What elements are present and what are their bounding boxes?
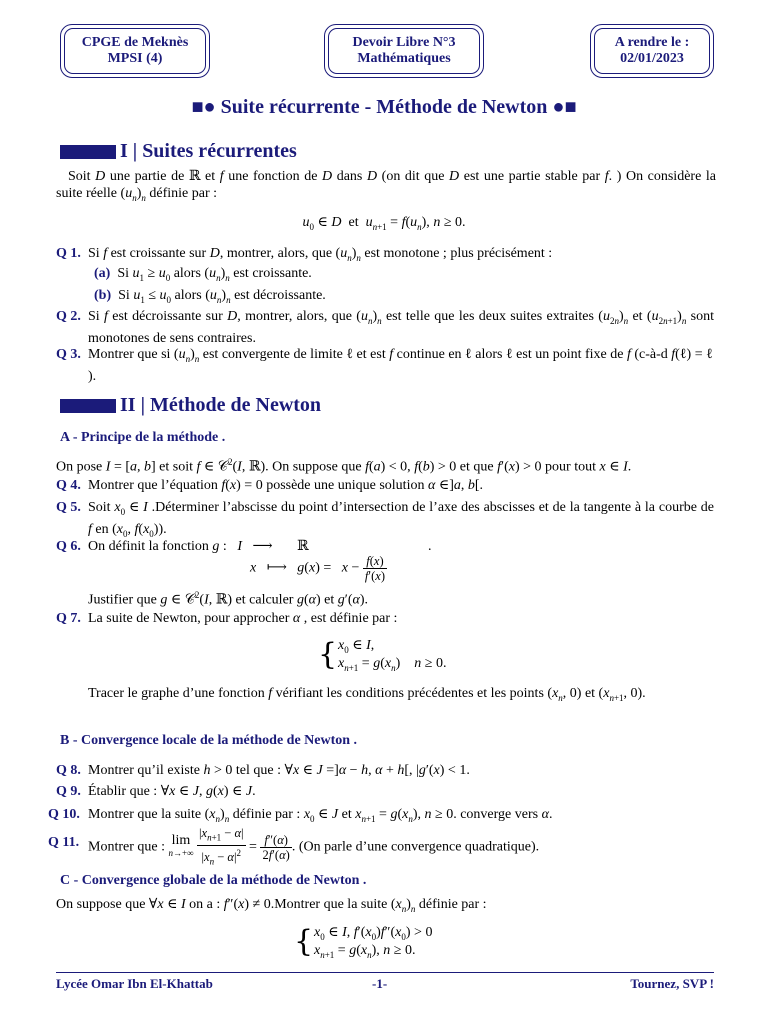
- question-subitem: (b) Si $u_1 \le u_0$ alors $(u_n)_n$ est décroissante.: [94, 288, 326, 305]
- question-label: Q 8.: [56, 763, 81, 778]
- header-box-left: [60, 24, 210, 78]
- question-label: Q 7.: [56, 611, 81, 626]
- question-text: Montrer que si $(u_n)_n$ est convergente de limite ℓ et est f continue en ℓ alors ℓ est un point fixe de f (c-à-d f(ℓ) = ℓ ).: [88, 347, 713, 384]
- question-text: Si f est décroissante sur D, montrer, alors, que $(u_n)_n$ est telle que les deux suites extraites $(u_{2n})_n$ et $(u_{2n+1})_n$ sont monotones de sens contraires.: [88, 309, 714, 346]
- question-text: Montrer que : lim n→+∞ $\frac{|x_{n+1} - \alpha|}{|x_n - \alpha|^2}$ = $\frac{f''(\alpha)}{2f'(\alpha)}$ . (On parle d’une convergence quadratique).: [88, 826, 540, 867]
- question-label: Q 1.: [56, 246, 81, 261]
- question-label: Q 9.: [56, 784, 81, 799]
- question-label: Q 2.: [56, 309, 81, 324]
- question-text-cont: Tracer le graphe d’une fonction f vérifiant les conditions précédentes et les points ($x_n$, 0) et ($x_{n+1}$, 0).: [88, 686, 646, 703]
- header-box-center: [324, 24, 484, 78]
- system-line: $x_{n+1} = g(x_n)$ n ≥ 0.: [338, 656, 447, 673]
- question-label: Q 10.: [48, 807, 80, 822]
- question-label: Q 11.: [48, 835, 80, 850]
- subject-name: Mathématiques: [357, 51, 451, 66]
- header-box-right: [590, 24, 714, 78]
- page-title: ■● Suite récurrente - Méthode de Newton ●■: [191, 96, 577, 118]
- footer-turn-over: Tournez, SVP !: [630, 976, 714, 991]
- brace: {: [318, 637, 338, 672]
- intro-paragraph: Soit D une partie de ℝ et f une fonction de D dans D (on dit que D est une partie stable par f. ) On considère la suite réelle $(u_n)_n$ définie par :: [56, 169, 716, 203]
- footer-page-number: -1-: [372, 976, 388, 991]
- section-bar: [60, 399, 116, 413]
- due-label: A rendre le :: [614, 35, 690, 50]
- question-label: Q 3.: [56, 347, 81, 362]
- school-name: CPGE de Meknès: [81, 35, 189, 50]
- system-line: $x_0$ ∈ I,: [338, 638, 375, 655]
- question-text: On définit la fonction g : I ⟶ ℝ: [88, 539, 309, 554]
- question-text: La suite de Newton, pour approcher α , est définie par :: [88, 611, 398, 626]
- formula-recurrence: $u_0$ ∈ D et $u_{n+1} = f(u_n)$, n ≥ 0.: [302, 215, 466, 232]
- system-line: $x_0$ ∈ I, $f'(x_0)f''(x_0) > 0$: [314, 925, 433, 942]
- paragraph: On pose I = [a, b] et soit f ∈ 𝒞$^2$(I, ℝ). On suppose que f(a) < 0, f(b) > 0 et que f′(x) > 0 pour tout x ∈ I.: [56, 457, 632, 475]
- formula-g: x ⟼ g(x) = x − $\frac{f(x)}{f'(x)}$: [250, 554, 385, 583]
- section-bar: [60, 145, 116, 159]
- question-label: Q 6.: [56, 539, 81, 554]
- subsection-c-title: C - Convergence globale de la méthode de Newton .: [60, 873, 367, 888]
- subsection-a-title: A - Principe de la méthode .: [60, 430, 226, 445]
- brace: {: [294, 924, 314, 959]
- question-text: Établir que : ∀x ∈ J, g(x) ∈ J.: [88, 784, 256, 799]
- assignment-name: Devoir Libre N°3: [352, 35, 456, 50]
- paragraph: On suppose que ∀x ∈ I on a : f″(x) ≠ 0.Montrer que la suite $(x_n)_n$ définie par :: [56, 897, 487, 914]
- system-line: $x_{n+1} = g(x_n)$, n ≥ 0.: [314, 943, 416, 960]
- question-text: Montrer que l’équation f(x) = 0 possède une unique solution α ∈]a, b[.: [88, 478, 484, 493]
- question-text: Si f est croissante sur D, montrer, alors, que $(u_n)_n$ est monotone ; plus précisément :: [88, 246, 553, 263]
- footer-school: Lycée Omar Ibn El-Khattab: [56, 976, 213, 991]
- question-subitem: (a) Si $u_1 \ge u_0$ alors $(u_n)_n$ est croissante.: [94, 266, 312, 283]
- due-date: 02/01/2023: [620, 51, 684, 66]
- question-label: Q 5.: [56, 500, 81, 515]
- question-text: Montrer qu’il existe h > 0 tel que : ∀x ∈ J =]α − h, α + h[, |g′(x) < 1.: [88, 763, 470, 778]
- class-name: MPSI (4): [107, 51, 163, 66]
- question-label: Q 4.: [56, 478, 81, 493]
- section-1-title: I | Suites récurrentes: [60, 140, 297, 163]
- period: .: [428, 539, 432, 554]
- subsection-b-title: B - Convergence locale de la méthode de Newton .: [60, 733, 358, 748]
- question-text: Soit $x_0$ ∈ I .Déterminer l’abscisse du point d’intersection de l’axe des abscisses et de la tangente à la courbe de f en ($x_0$, $f(x_0)$).: [88, 500, 714, 539]
- footer-divider: [56, 972, 714, 973]
- question-text: Montrer que la suite $(x_n)_n$ définie par : $x_0$ ∈ J et $x_{n+1} = g(x_n)$, n ≥ 0. converge vers α.: [88, 807, 553, 824]
- question-text-cont: Justifier que g ∈ 𝒞$^2$(I, ℝ) et calculer g(α) et g′(α).: [88, 590, 369, 608]
- section-2-title: II | Méthode de Newton: [60, 394, 321, 417]
